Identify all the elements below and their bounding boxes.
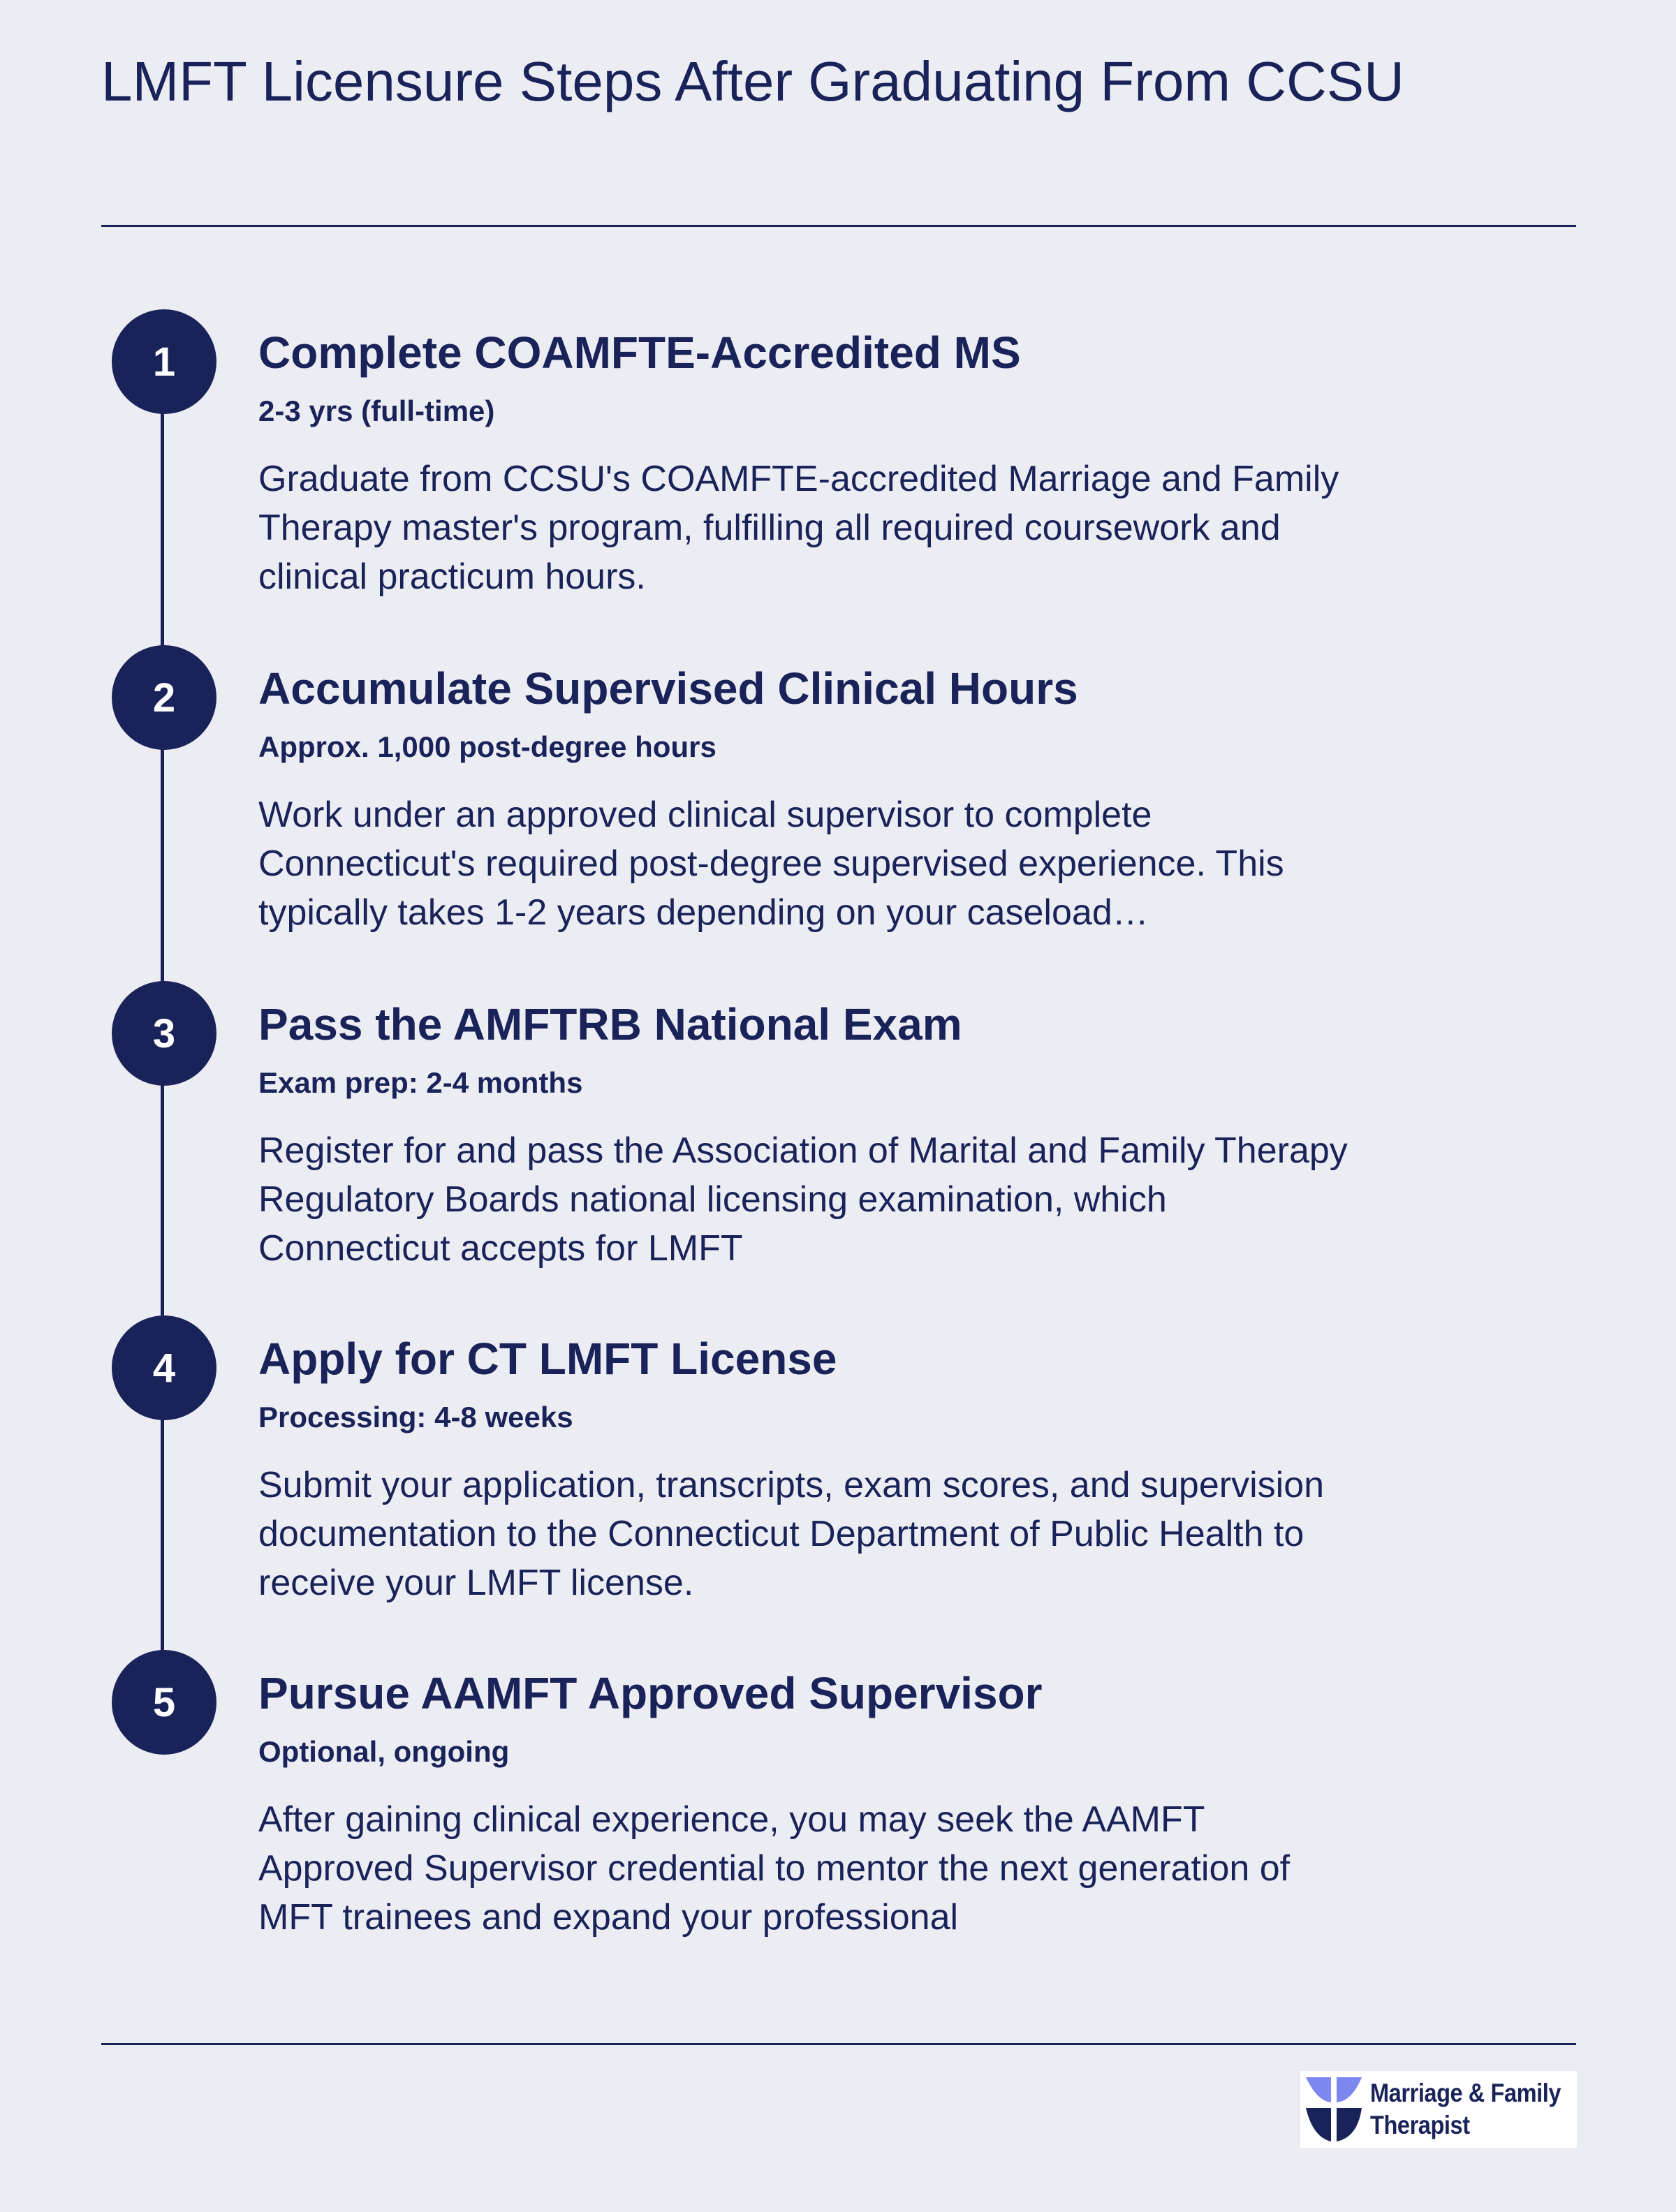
step-duration: Optional, ongoing (258, 1735, 510, 1768)
step-number-badge: 5 (112, 1650, 216, 1755)
step-heading: Complete COAMFTE-Accredited MS (258, 327, 1021, 378)
step-description: Submit your application, transcripts, exam scores, and supervision documentation to the Connecticut Department of Public Health to receive your LMFT license. (258, 1465, 1325, 1603)
logo-wordmark (1370, 2077, 1561, 2141)
step-heading: Pursue AAMFT Approved Supervisor (258, 1668, 1043, 1718)
step-duration: Processing: 4-8 weeks (258, 1401, 573, 1433)
logo-line-2: Therapist (1370, 2111, 1470, 2139)
step-number-badge: 2 (112, 645, 216, 750)
step-number-badge: 1 (112, 309, 216, 414)
logo-line-1: Marriage & Family (1370, 2079, 1561, 2107)
bottom-divider (101, 2043, 1576, 2045)
step-description: Register for and pass the Association of Marital and Family Therapy Regulatory Boards national licensing examination, which Connecticut accepts for LMFT (258, 1130, 1348, 1269)
step-heading: Pass the AMFTRB National Exam (258, 999, 962, 1049)
step-description: Work under an approved clinical supervisor to complete Connecticut's required post-degree supervised experience. This typically takes 1-2 years depending on your caseload… (258, 795, 1284, 933)
step-heading: Apply for CT LMFT License (258, 1334, 837, 1384)
step-description: After gaining clinical experience, you may seek the AAMFT Approved Supervisor credential to mentor the next generation of MFT trainees and expand your professional (258, 1799, 1291, 1938)
step-duration: 2-3 yrs (full-time) (258, 395, 495, 427)
step-description: Graduate from CCSU's COAMFTE-accredited Marriage and Family Therapy master's program, fulfilling all required coursework and clinical practicum hours. (258, 459, 1339, 597)
step-number-badge: 3 (112, 981, 216, 1086)
top-divider (101, 225, 1576, 227)
step-duration: Approx. 1,000 post-degree hours (258, 730, 716, 763)
mft-logo-icon (1303, 2073, 1365, 2146)
step-duration: Exam prep: 2-4 months (258, 1066, 583, 1099)
step-heading: Accumulate Supervised Clinical Hours (258, 663, 1078, 714)
mft-logo (1300, 2071, 1577, 2148)
page-title: LMFT Licensure Steps After Graduating From CCSU (101, 50, 1404, 112)
step-number-badge: 4 (112, 1315, 216, 1420)
